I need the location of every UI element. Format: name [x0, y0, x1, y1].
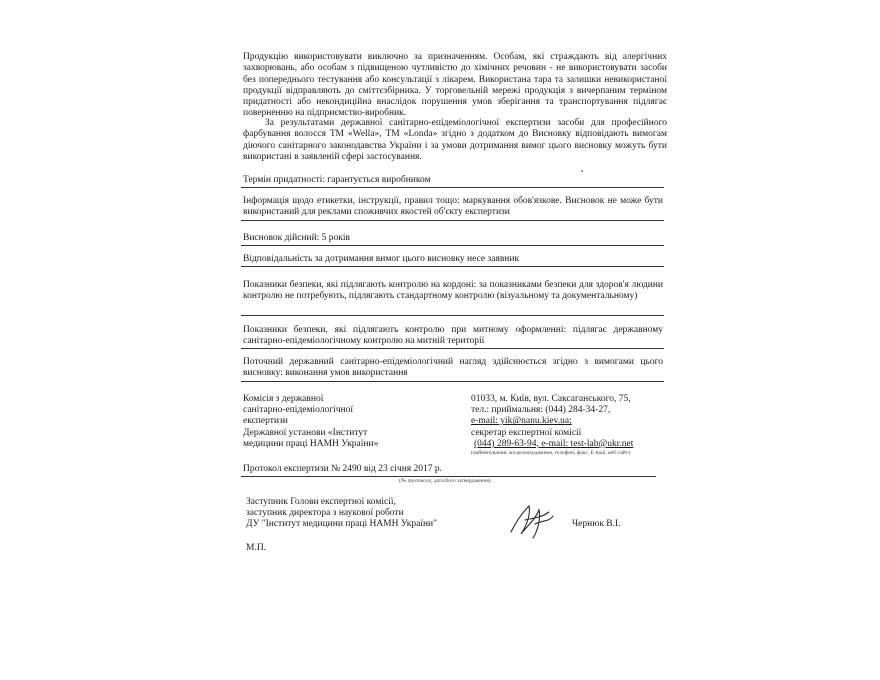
signatory-block [246, 497, 437, 531]
protocol-line: Протокол експертизи № 2490 від 23 січня 2017 р. [243, 464, 443, 474]
commission-line: медицини праці НАМН України» [243, 438, 379, 449]
scan-speck [581, 170, 583, 172]
signatory-title-line: ДУ "Інститут медицини праці НАМН України" [246, 519, 438, 530]
field-underline [241, 220, 664, 221]
commission-block [243, 394, 378, 450]
commission-line: експертизи [243, 416, 288, 427]
signatory-name: Чернюк В.І. [572, 519, 621, 529]
customs-control-field: Показники безпеки, які підлягають контролю при митному оформленні: підлягає державному санітарно-епідеміологічному контролю на митній території [243, 325, 663, 347]
field-underline [241, 348, 664, 349]
phone-email-line: (044) 289-63-94, e-mail: test-lab@ukr.net [474, 438, 634, 449]
contacts-caption: (найменування, місцезнаходження, телефон, факс, E-mail, веб-сайт) [471, 450, 630, 457]
field-underline [241, 266, 664, 267]
labeling-field: Інформація щодо етикетки, інструкції, правил тощо: маркування обов'язкове. Висновок не може бути використаний для реклами споживчих якостей об'єкту експертизи [243, 196, 663, 218]
validity-field: Висновок дійсний: 5 років [243, 233, 351, 243]
field-underline [241, 381, 664, 382]
field-underline [241, 187, 664, 188]
commission-line: санітарно-епідеміологічної [243, 405, 354, 416]
border-control-field: Показники безпеки, які підлягають контролю на кордоні: за показниками безпеки для здоров'я людини контролю не потребують, підлягають стандартному контролю (візуальному та документальному) [243, 280, 663, 302]
email-line: e-mail: yik@nanu.kiev.ua; [471, 416, 572, 427]
commission-line: Державної установи «Інститут [243, 427, 368, 438]
field-underline [241, 315, 664, 316]
field-underline [241, 476, 656, 477]
stamp-place: М.П. [246, 543, 267, 553]
signatory-title-line: Заступник Голови експертної комісії, [246, 497, 396, 507]
responsibility-field: Відповідальність за дотримання вимог цього висновку несе заявник [243, 254, 520, 264]
contacts-block [471, 394, 633, 457]
phone-line: тел.: приймальня: (044) 284-34-27, [471, 405, 611, 416]
address-line: 01033, м. Київ, вул. Саксаганського, 75, [471, 394, 631, 404]
field-underline [241, 245, 664, 246]
intro-paragraph-conclusion: За результатами державної санітарно-епідеміологічної експертизи засоби для професійного фарбування волосся ТМ «Wella», ТМ «Londa» згідно з додатком до Висновку відповідають вимогам діючого санітарного законодавства України і за умови дотримання вимог цього висновку можуть бути використані в заявленій сфері застосування. [243, 118, 667, 162]
commission-line: Комісія з державної [243, 394, 324, 404]
secretary-line: секретар експертної комісії [471, 427, 582, 438]
intro-paragraph-usage: Продукцію використовувати виключно за призначенням. Особам, які страждають від алергічних захворювань, або особам з підвищеною чутливістю до хімічних речовин - не використовувати засоби без попереднього тестування або консультації з лікарем. Використана тара та залишки невикористаної продукції відправляють до сміттєзбірника. У торговельній мережі продукція з вичерпаним терміном придатності або некондиційна внаслідок порушення умов зберігання та транспортування підлягає поверненню на підприємство-виробник. [243, 52, 667, 119]
protocol-caption: (№ протоколу, дата його затвердження) [399, 478, 491, 484]
signatory-title-line: заступник директора з наукової роботи [246, 508, 404, 519]
supervision-field: Поточний державний санітарно-епідеміологічний нагляд здійснюється згідно з вимогами цього висновку: виконання умов використання [243, 357, 663, 379]
signature-image [505, 498, 565, 542]
shelf-life-field: Термін придатності: гарантується виробником [243, 175, 431, 185]
